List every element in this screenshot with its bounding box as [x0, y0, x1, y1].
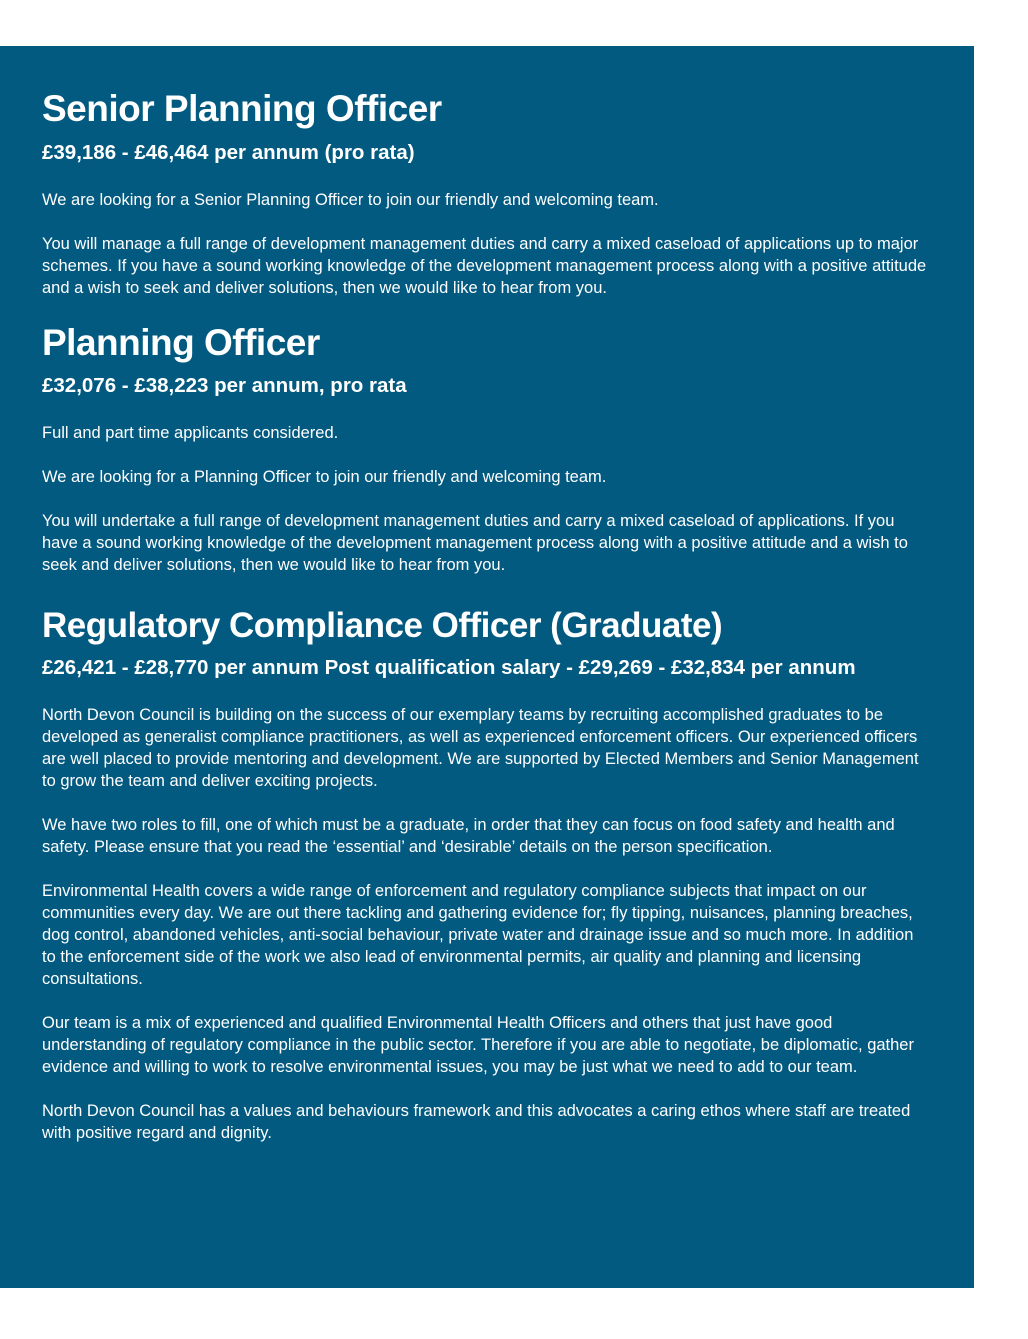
- job-listings-panel: [0, 46, 974, 1288]
- job-regulatory-compliance-officer: [42, 606, 930, 1144]
- job-description-paragraph: You will manage a full range of development management duties and carry a mixed caseload of applications up to major schemes. If you have a sound working knowledge of the development management process along with a positive attitude and a wish to seek and deliver solutions, then we would like to hear from you.: [42, 234, 927, 297]
- job-description-paragraph: We are looking for a Planning Officer to join our friendly and welcoming team.: [42, 468, 607, 487]
- job-description-paragraph: Environmental Health covers a wide range of enforcement and regulatory compliance subjects that impact on our communities every day. We are out there tackling and gathering evidence for; fly tipping, nuisances, planning breaches, dog control, abandoned vehicles, anti-social behaviour, private water and drainage issue and so much more. In addition to the enforcement side of the work we also lead of environmental permits, air quality and planning and licensing consultations.: [42, 882, 914, 989]
- job-description-paragraph: You will undertake a full range of development management duties and carry a mixed caseload of applications. If you have a sound working knowledge of the development management process along with a positive attitude and a wish to seek and deliver solutions, then we would like to hear from you.: [42, 512, 908, 575]
- job-description-paragraph: Our team is a mix of experienced and qualified Environmental Health Officers and others that just have good understanding of regulatory compliance in the public sector. Therefore if you are able to negotiate, be diplomatic, gather evidence and willing to work to resolve environmental issues, you may be just what we need to add to our team.: [42, 1014, 914, 1077]
- job-description-paragraph: North Devon Council is building on the success of our exemplary teams by recruiting accomplished graduates to be developed as generalist compliance practitioners, as well as experienced enforcement officers. Our experienced officers are well placed to provide mentoring and development. We are supported by Elected Members and Senior Management to grow the team and deliver exciting projects.: [42, 706, 919, 791]
- job-description-paragraph: Full and part time applicants considered.: [42, 424, 339, 443]
- job-planning-officer: [42, 322, 930, 577]
- job-description-paragraph: North Devon Council has a values and behaviours framework and this advocates a caring ethos where staff are treated with positive regard and dignity.: [42, 1102, 911, 1143]
- job-title: Senior Planning Officer: [42, 88, 442, 129]
- salary-range: £32,076 - £38,223 per annum, pro rata: [42, 374, 407, 398]
- job-title: Regulatory Compliance Officer (Graduate): [42, 606, 723, 646]
- job-title: Planning Officer: [42, 321, 320, 363]
- salary-range: £26,421 - £28,770 per annum Post qualification salary - £29,269 - £32,834 per annum: [42, 656, 856, 680]
- job-senior-planning-officer: [42, 88, 930, 299]
- salary-range: £39,186 - £46,464 per annum (pro rata): [42, 140, 415, 164]
- job-description-paragraph: We are looking for a Senior Planning Officer to join our friendly and welcoming team.: [42, 190, 659, 209]
- job-description-paragraph: We have two roles to fill, one of which must be a graduate, in order that they can focus on food safety and health and safety. Please ensure that you read the ‘essential’ and ‘desirable’ details on the person specification.: [42, 816, 895, 857]
